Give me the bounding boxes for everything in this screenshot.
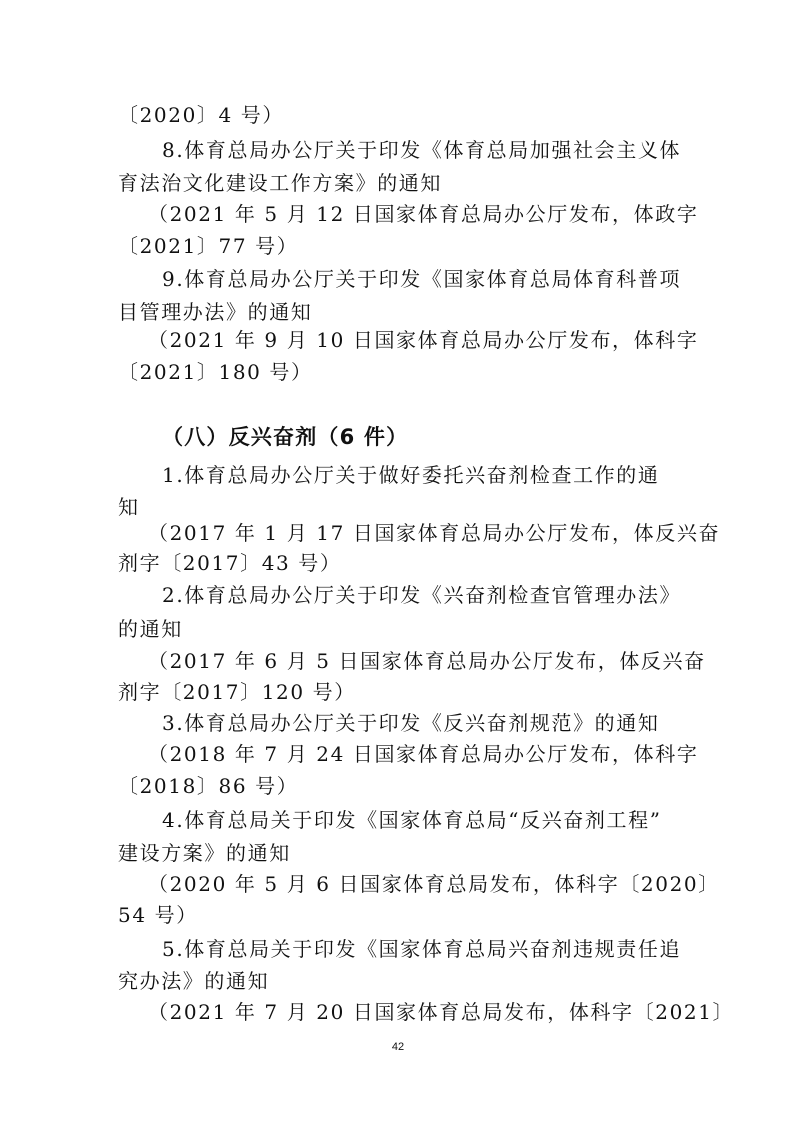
text-line: （2021 年 9 月 10 日国家体育总局办公厅发布，体科字 xyxy=(148,328,699,352)
text-line: 〔2020〕4 号） xyxy=(118,103,284,127)
text-line: （2018 年 7 月 24 日国家体育总局办公厅发布，体科字 xyxy=(148,742,699,766)
text-line: 剂字〔2017〕43 号） xyxy=(118,551,342,575)
text-line: 知 xyxy=(118,495,140,519)
text-line: 8.体育总局办公厅关于印发《体育总局加强社会主义体 xyxy=(162,138,682,162)
text-line: 建设方案》的通知 xyxy=(118,841,291,865)
text-line: 54 号） xyxy=(118,903,198,927)
text-line: 剂字〔2017〕120 号） xyxy=(118,680,356,704)
text-line: （2021 年 7 月 20 日国家体育总局发布，体科字〔2021〕 xyxy=(148,1000,735,1024)
text-line: 〔2021〕180 号） xyxy=(118,360,313,384)
text-line: 3.体育总局办公厅关于印发《反兴奋剂规范》的通知 xyxy=(162,711,660,735)
text-line: 的通知 xyxy=(118,617,183,641)
text-line: （2021 年 5 月 12 日国家体育总局办公厅发布，体政字 xyxy=(148,202,699,226)
text-line: 究办法》的通知 xyxy=(118,969,270,993)
text-line: 〔2021〕77 号） xyxy=(118,234,299,258)
text-line: 2.体育总局办公厅关于印发《兴奋剂检查官管理办法》 xyxy=(162,583,682,607)
text-line: 育法治文化建设工作方案》的通知 xyxy=(118,171,442,195)
text-line: （2017 年 1 月 17 日国家体育总局办公厅发布，体反兴奋 xyxy=(148,521,721,545)
text-line: （2017 年 6 月 5 日国家体育总局办公厅发布，体反兴奋 xyxy=(148,649,706,673)
text-line: 〔2018〕86 号） xyxy=(118,774,299,798)
section-eight-heading: （八）反兴奋剂（6 件） xyxy=(162,425,409,449)
text-line: 目管理办法》的通知 xyxy=(118,300,313,324)
text-line: （2020 年 5 月 6 日国家体育总局发布，体科字〔2020〕 xyxy=(148,872,720,896)
text-line: 4.体育总局关于印发《国家体育总局“反兴奋剂工程” xyxy=(162,808,662,832)
text-line: 5.体育总局关于印发《国家体育总局兴奋剂违规责任追 xyxy=(162,937,682,961)
page-number: 42 xyxy=(391,1041,405,1053)
text-line: 1.体育总局办公厅关于做好委托兴奋剂检查工作的通 xyxy=(162,463,660,487)
text-line: 9.体育总局办公厅关于印发《国家体育总局体育科普项 xyxy=(162,267,682,291)
